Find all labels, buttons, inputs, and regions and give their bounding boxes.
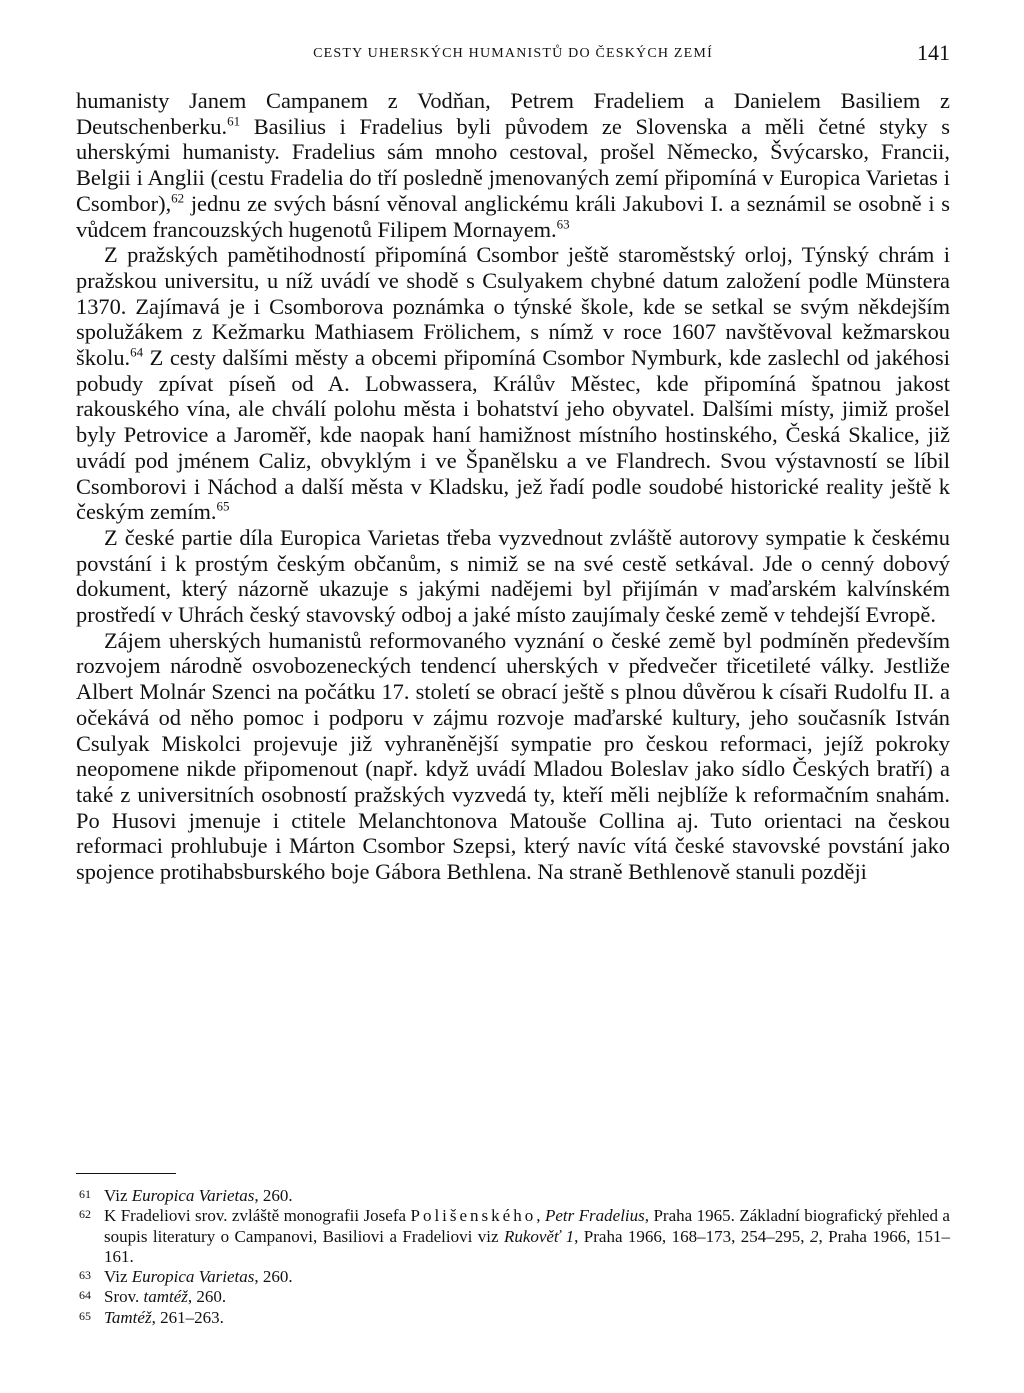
text-run: , Praha 1965. Základní biografický přehled a soupis literatury o Campanovi, Basiliovi a Fradeliovi viz xyxy=(104,1206,950,1246)
text-run: , xyxy=(536,1206,545,1226)
paragraph-4: Zájem uherských humanistů reformovaného vyznání o české země byl podmíněn především rozvojem národně osvobozeneckých tendencí uherských v předvečer třicetileté války. Jestliže Albert Molnár Szenci na počátku 17. století se obrací ještě s plnou důvěrou k císaři Rudolfu II. a očekává od něho pomoc i podporu v zájmu rozvoje maďarské kultury, jeho současník István Csulyak Miskolci projevuje již vyhraněnější sympatie pro českou reformaci, jejíž pokroky neopomene nikde připomenout (např. když uvádí Mladou Boleslav jako sídlo Českých bratří) a také z universitních osobností pražských vyzvedá ty, kteří měli nejblíže k reformačním snahám. Po Husovi jmenuje i ctitele Melanchtonova Matouše Collina aj. Tuto orientaci na českou reformaci prohlubuje i Márton Csombor Szepsi, který navíc vítá české stavovské povstání jako spojence protihabsburského boje Gábora Bethlena. Na straně Bethlenově stanuli později xyxy=(76,627,950,885)
paragraph-3: Z české partie díla Europica Varietas třeba vyzvednout zvláště autorovy sympatie k českému povstání i k prostým českým občanům, s nimiž se na své cestě setkával. Jde o cenný dobový dokument, který názorně ukazuje s jakými nadějemi byl přijímán v maďarském kalvínském prostředí v Uhrách český stavovský odboj a jaké místo zaujímaly české země v tehdejší Evropě. xyxy=(76,524,950,628)
italic-title: Europica Varietas xyxy=(131,1186,255,1205)
page-header xyxy=(76,40,950,70)
text-run: , 261–263. xyxy=(151,1307,224,1327)
footnote-61 xyxy=(76,1186,950,1206)
text-run: , 260. xyxy=(254,1267,293,1287)
footnote-separator xyxy=(76,1173,176,1174)
text-run: Z pražských pamětihodností připomíná Csombor ještě staroměstský orloj, Týnský chrám i pražskou universitu, u níž uvádí ve shodě s Csulyakem chybné datum založení podle Münstera 1370. Zajímavá je i Csomborova poznámka o týnské škole, kde se setkal se svým někdejším spolužákem z Kežmarku Mathiasem Frölichem, s nímž v roce 1607 navštěvoval kežmarskou školu. xyxy=(76,242,950,371)
paragraph-1 xyxy=(76,88,950,242)
text-run: , 260. xyxy=(254,1186,293,1205)
page-number: 141 xyxy=(917,40,950,65)
footnote-number: 62 xyxy=(79,1207,91,1222)
footnote-ref-61: 61 xyxy=(227,113,241,129)
italic-title: Rukověť 1 xyxy=(503,1226,575,1246)
footnote-64 xyxy=(76,1287,950,1307)
footnote-ref-65: 65 xyxy=(216,498,230,514)
footnote-number: 63 xyxy=(79,1268,91,1283)
footnote-number: 61 xyxy=(79,1187,91,1201)
text-run: , 260. xyxy=(187,1287,227,1307)
text-run: Viz xyxy=(104,1186,132,1205)
text-run: jednu ze svých básní věnoval anglickému králi Jakubovi I. a seznámil se osobně i s vůdcem francouzských hugenotů Filipem Mornayem. xyxy=(76,190,950,242)
italic-ref: Tamtéž xyxy=(104,1307,152,1327)
running-head: CESTY UHERSKÝCH HUMANISTŮ DO ČESKÝCH ZEMÍ xyxy=(313,46,713,61)
footnotes xyxy=(76,1186,950,1328)
footnote-62 xyxy=(76,1206,950,1267)
footnote-ref-62: 62 xyxy=(171,190,185,206)
text-run: humanisty Janem Campanem z Vodňan, Petrem Fradeliem a Danielem Basiliem z Deutschenberku. xyxy=(76,88,950,139)
spaced-author-name: Polišenského xyxy=(410,1206,537,1226)
italic-ref: tamtéž xyxy=(143,1287,188,1307)
text-run: K Fradeliovi srov. zvláště monografii Josefa xyxy=(104,1206,411,1226)
text-run: Z cesty dalšími městy a obcemi připomíná Csombor Nymburk, kde zaslechl od jakéhosi pobudy zpívat píseň od A. Lobwassera, Králův Městec, kde připomíná špatnou jakost rakouského vína, ale chválí polohu města i bohatství jeho obyvatel. Dalšími místy, jimiž prošel byly Petrovice a Jaroměř, kde naopak haní hamižnost místního hostinského, Česká Skalice, již uvádí pod jménem Caliz, obvyklým i ve Španělsku a ve Flandrech. Svou výstavností se líbil Csomborovi i Náchod a další města v Kladsku, jež řadí podle soudobé historické reality ještě k českým zemím. xyxy=(76,345,950,525)
text-run: Srov. xyxy=(104,1287,144,1307)
italic-title: Europica Varietas xyxy=(131,1267,255,1287)
footnote-ref-63: 63 xyxy=(556,216,570,232)
italic-title: Petr Fradelius xyxy=(544,1206,645,1226)
italic-volume: 2 xyxy=(809,1226,819,1246)
footnote-number: 65 xyxy=(79,1308,91,1323)
text-run: , Praha 1966, 168–173, 254–295, xyxy=(574,1226,810,1246)
paragraph-2 xyxy=(76,242,950,525)
footnote-number: 64 xyxy=(79,1288,91,1303)
main-text xyxy=(76,88,950,885)
footnote-ref-64: 64 xyxy=(130,344,144,360)
footnote-63 xyxy=(76,1267,950,1287)
text-run: , Praha 1966, 151–161. xyxy=(104,1226,950,1266)
text-run: Viz xyxy=(104,1267,132,1287)
text-run: Basilius i Fradelius byli původem ze Slovenska a měli četné styky s uherskými humanisty. Fradelius sám mnoho cestoval, prošel Německo, Švýcarsko, Francii, Belgii i Anglii (cestu Fradelia do tří posledně jmenovaných zemí připomíná v Europica Varietas i Csombor), xyxy=(76,113,950,216)
footnote-65 xyxy=(76,1308,950,1328)
